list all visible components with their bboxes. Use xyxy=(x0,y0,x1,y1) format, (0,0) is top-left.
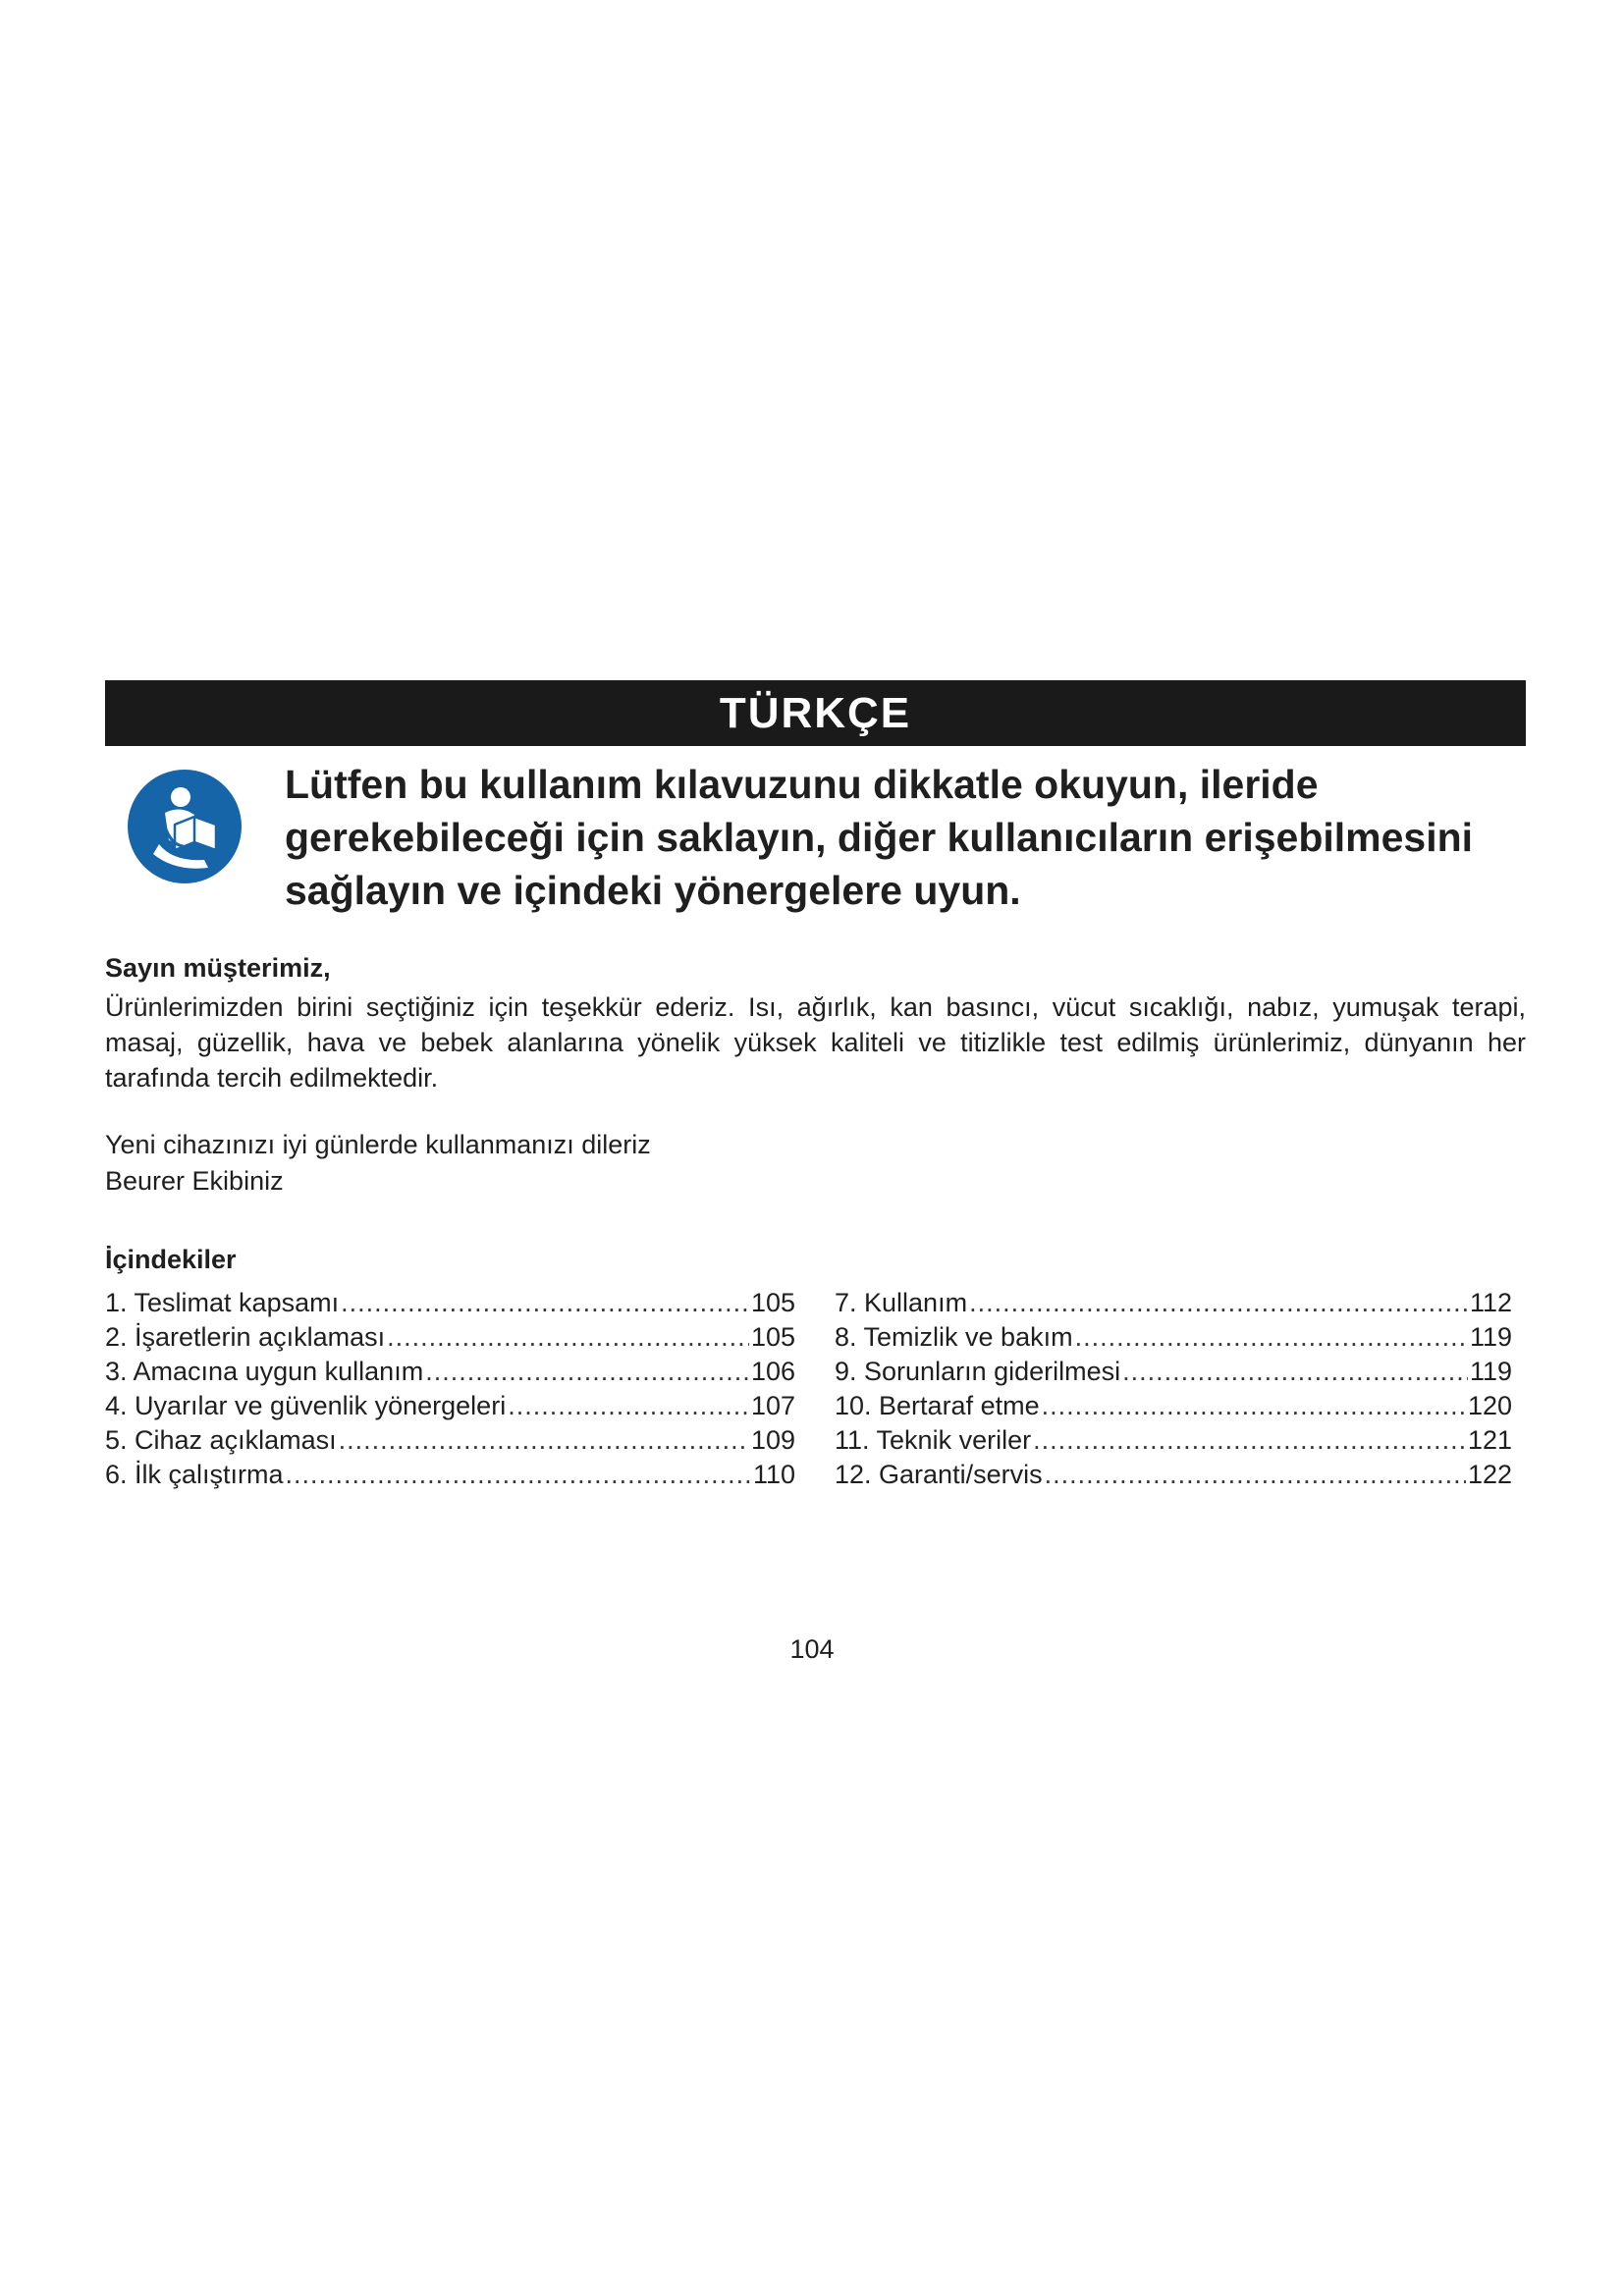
toc-item-label: 4. Uyarılar ve güvenlik yönergeleri xyxy=(105,1391,507,1420)
toc-item-page: 106 xyxy=(750,1357,795,1386)
toc-item-label: 5. Cihaz açıklaması xyxy=(105,1425,337,1455)
toc-leader xyxy=(339,1423,749,1458)
toc-item-page: 109 xyxy=(750,1425,795,1455)
greeting: Sayın müşterimiz, xyxy=(105,953,331,983)
page-number: 104 xyxy=(789,1634,835,1664)
language-header: TÜRKÇE xyxy=(105,680,1526,746)
toc-item-page: 105 xyxy=(750,1322,795,1352)
toc-item-page: 105 xyxy=(750,1288,795,1317)
toc-item[interactable] xyxy=(835,1355,1512,1389)
toc-leader xyxy=(286,1458,751,1492)
toc-item[interactable] xyxy=(835,1320,1512,1355)
toc-item[interactable] xyxy=(105,1423,795,1458)
toc-leader xyxy=(387,1320,749,1355)
toc-leader xyxy=(341,1286,749,1320)
toc-item[interactable] xyxy=(105,1286,795,1320)
toc-item-label: 10. Bertaraf etme xyxy=(835,1391,1040,1420)
toc-leader xyxy=(1075,1320,1468,1355)
toc-item-page: 119 xyxy=(1469,1322,1512,1352)
toc-item-page: 120 xyxy=(1467,1391,1512,1420)
toc-leader xyxy=(1122,1355,1468,1389)
toc-item-page: 107 xyxy=(750,1391,795,1420)
toc-item[interactable] xyxy=(105,1458,795,1492)
toc-leader xyxy=(969,1286,1468,1320)
closing-text xyxy=(105,1127,651,1200)
toc-item-label: 12. Garanti/servis xyxy=(835,1460,1043,1489)
safety-instruction: Lütfen bu kullanım kılavuzunu dikkatle okuyun, ileride gerekebileceği için saklayın, diğer kullanıcıların erişebilmesini sağlayın ve içindeki yönergelere uyun. xyxy=(285,762,1474,913)
toc-leader xyxy=(425,1355,749,1389)
toc-item[interactable] xyxy=(835,1458,1512,1492)
toc-item-page: 110 xyxy=(752,1460,795,1489)
toc-item-label: 2. İşaretlerin açıklaması xyxy=(105,1322,386,1352)
toc-item-label: 1. Teslimat kapsamı xyxy=(105,1288,340,1317)
toc-title: İçindekiler xyxy=(105,1245,237,1274)
toc-item-label: 11. Teknik veriler xyxy=(835,1425,1032,1455)
toc-leader xyxy=(1042,1389,1466,1423)
toc-item[interactable] xyxy=(835,1423,1512,1458)
toc-item[interactable] xyxy=(835,1286,1512,1320)
toc-item-label: 7. Kullanım xyxy=(835,1288,968,1317)
toc-item-label: 9. Sorunların giderilmesi xyxy=(835,1357,1121,1386)
toc-item-label: 6. İlk çalıştırma xyxy=(105,1460,284,1489)
toc-item-page: 112 xyxy=(1469,1288,1512,1317)
toc-item-page: 122 xyxy=(1467,1460,1512,1489)
toc-item[interactable] xyxy=(105,1355,795,1389)
toc-item-page: 119 xyxy=(1469,1357,1512,1386)
toc-item-label: 8. Temizlik ve bakım xyxy=(835,1322,1073,1352)
intro-paragraph: Ürünlerimizden birini seçtiğiniz için teşekkür ederiz. Isı, ağırlık, kan basıncı, vücut sıcaklığı, nabız, yumuşak terapi, masaj, güzellik, hava ve bebek alanlarına yönelik yüksek kaliteli ve titizlikle test edilmiş ürünlerimiz, dünyanın her tarafında tercih edilmektedir. xyxy=(105,992,1526,1093)
signature-line: Beurer Ekibiniz xyxy=(105,1166,284,1196)
toc-leader xyxy=(1033,1423,1466,1458)
toc-item[interactable] xyxy=(105,1389,795,1423)
closing-line: Yeni cihazınızı iyi günlerde kullanmanızı dileriz xyxy=(105,1130,651,1159)
toc-item-label: 3. Amacına uygun kullanım xyxy=(105,1357,424,1386)
toc-item[interactable] xyxy=(105,1320,795,1355)
toc-leader xyxy=(1045,1458,1466,1492)
toc-leader xyxy=(508,1389,749,1423)
toc-right-column xyxy=(835,1286,1512,1492)
toc-left-column xyxy=(105,1286,795,1492)
toc-item-page: 121 xyxy=(1467,1425,1512,1455)
toc-item[interactable] xyxy=(835,1389,1512,1423)
read-manual-icon xyxy=(126,768,244,885)
